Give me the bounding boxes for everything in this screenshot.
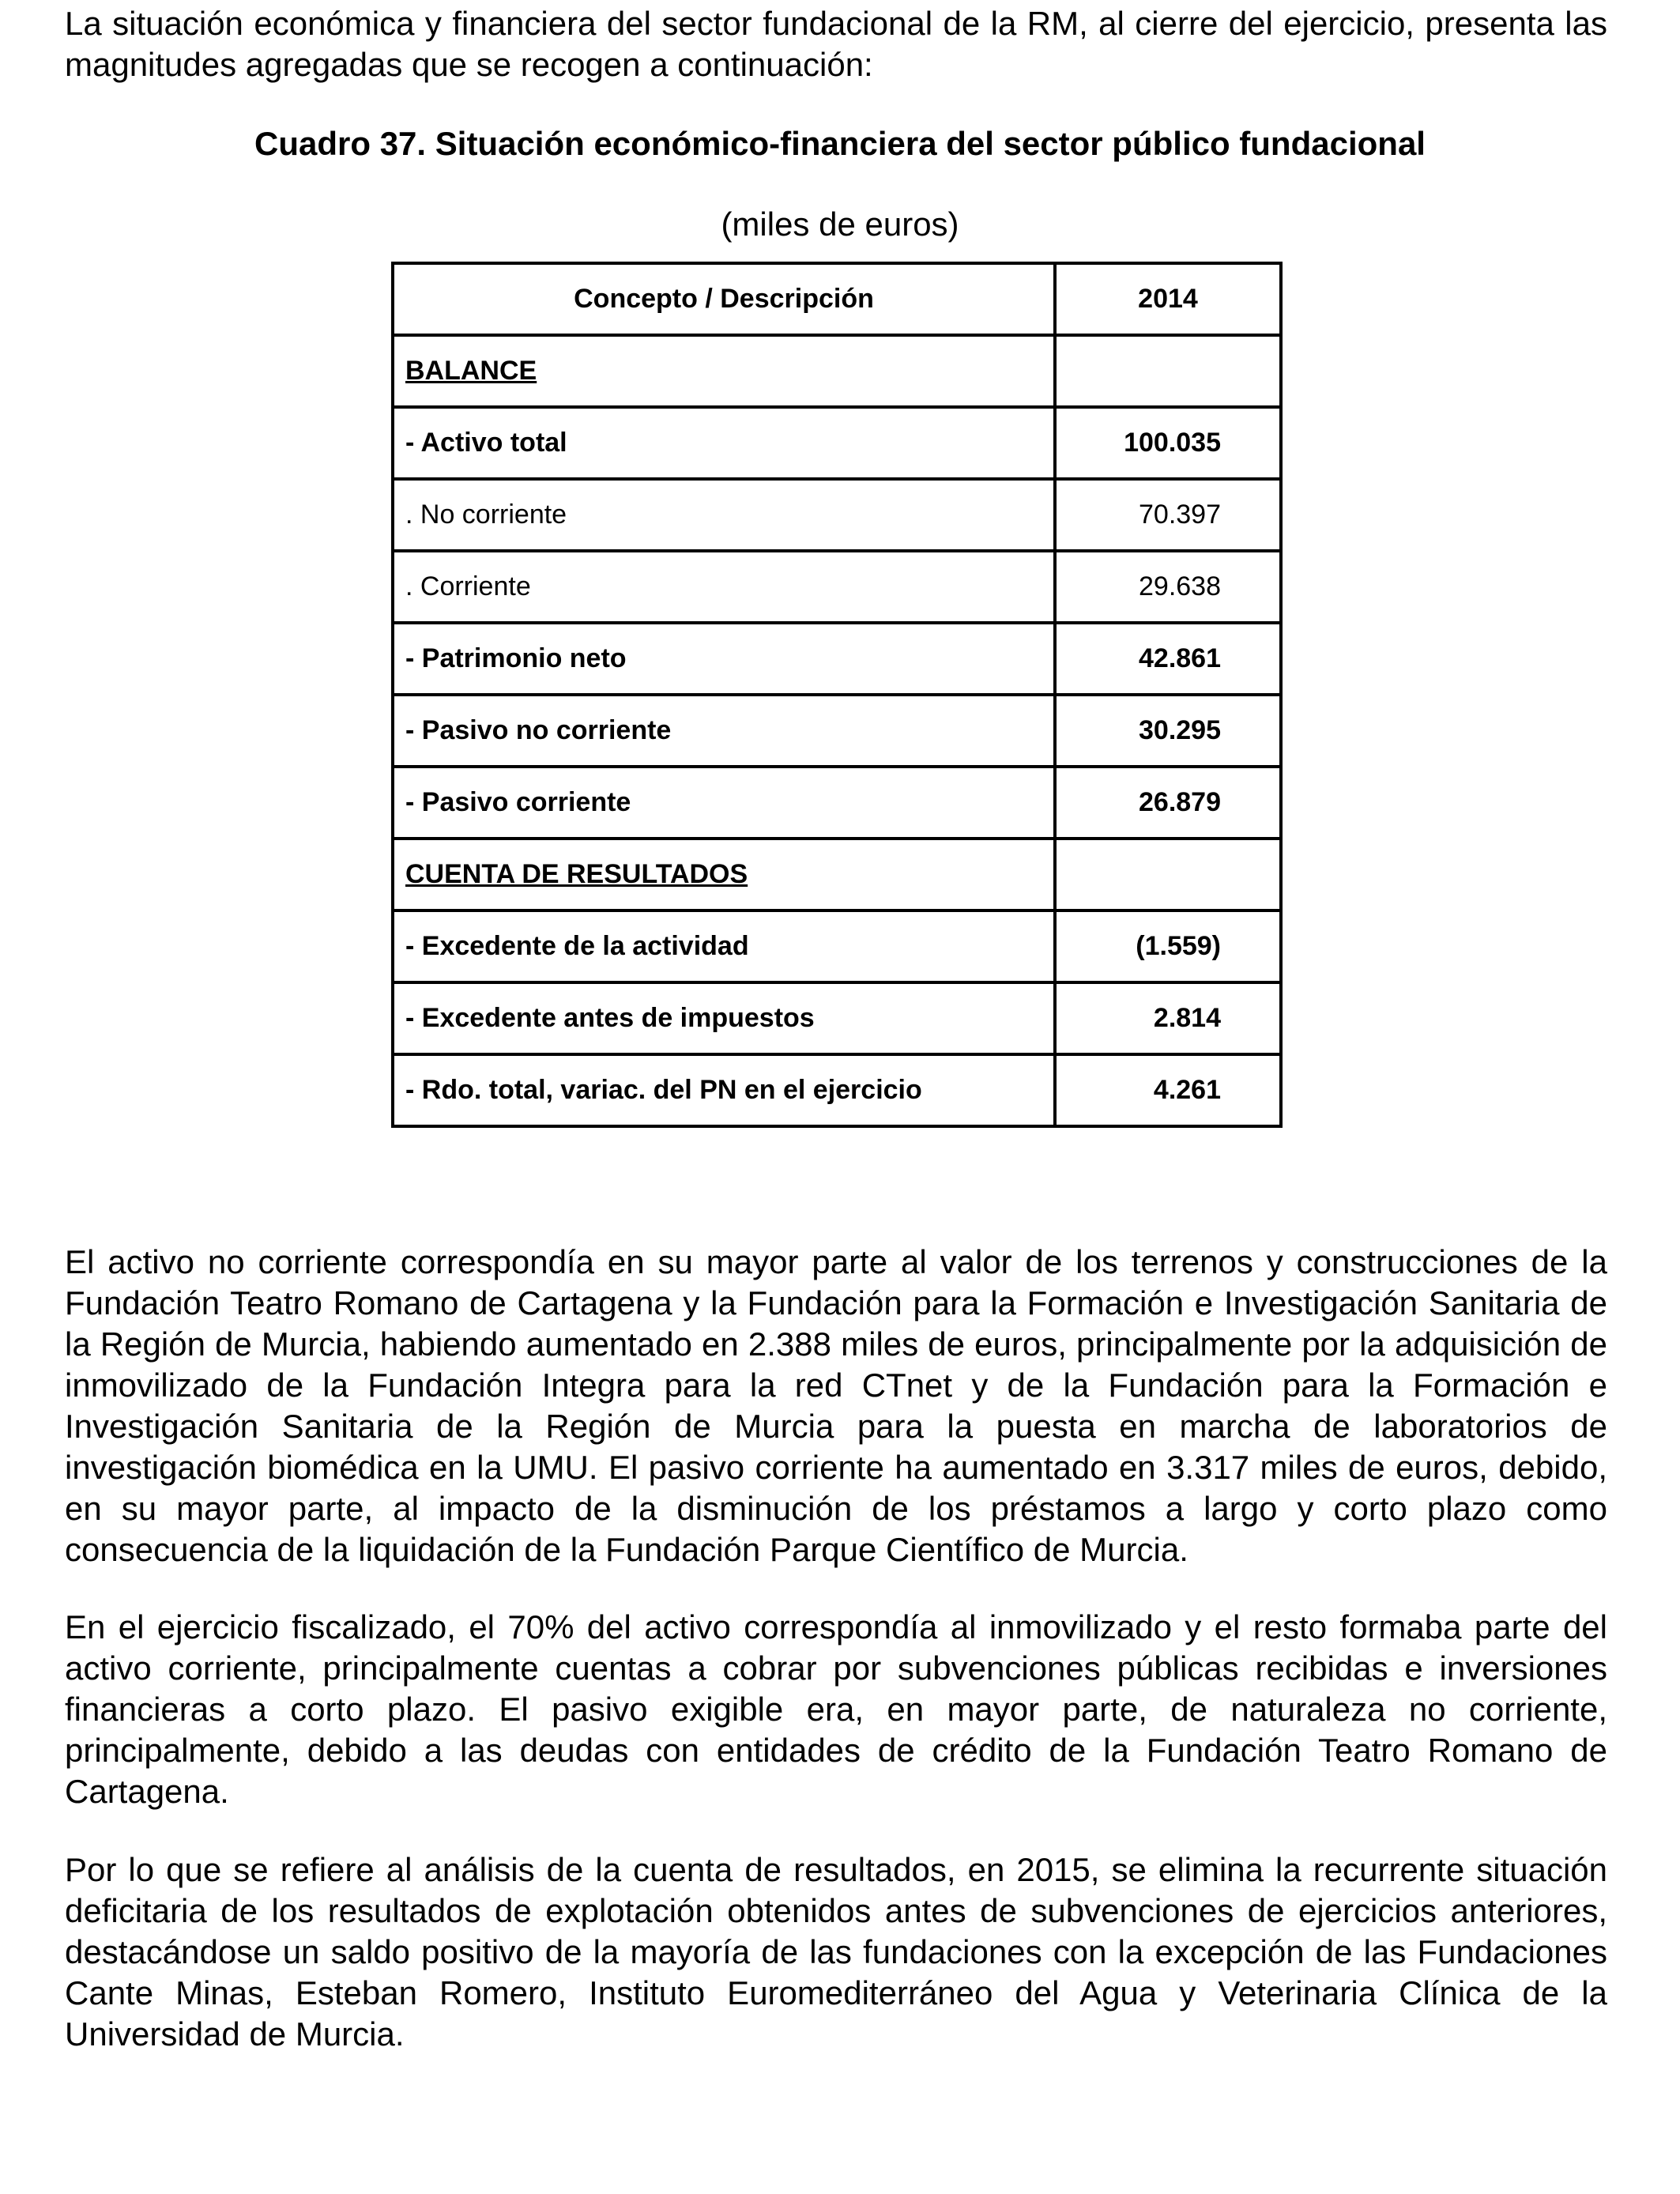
row-value: 29.638	[1055, 551, 1281, 623]
row-value: 70.397	[1055, 479, 1281, 551]
row-value: 26.879	[1055, 767, 1281, 839]
table-body	[393, 335, 1281, 1126]
table-row	[393, 551, 1281, 623]
row-label: - Activo total	[393, 407, 1055, 479]
table-row	[393, 767, 1281, 839]
row-label: . No corriente	[393, 479, 1055, 551]
row-value: 4.261	[1055, 1054, 1281, 1126]
row-label: - Excedente de la actividad	[393, 910, 1055, 982]
table-row	[393, 1054, 1281, 1126]
row-label: - Pasivo corriente	[393, 767, 1055, 839]
row-label: . Corriente	[393, 551, 1055, 623]
row-value: 30.295	[1055, 695, 1281, 767]
table-row	[393, 982, 1281, 1054]
row-value: 42.861	[1055, 623, 1281, 695]
financial-table	[391, 262, 1283, 1128]
table-title: Cuadro 37. Situación económico-financiera del sector público fundacional	[254, 125, 1426, 162]
row-label: - Rdo. total, variac. del PN en el ejercicio	[393, 1054, 1055, 1126]
row-value	[1055, 335, 1281, 407]
row-value: 100.035	[1055, 407, 1281, 479]
row-value: (1.559)	[1055, 910, 1281, 982]
table-row	[393, 407, 1281, 479]
row-label: - Excedente antes de impuestos	[393, 982, 1055, 1054]
intro-paragraph: La situación económica y financiera del sector fundacional de la RM, al cierre del ejercicio, presenta las magnitudes agregadas que se recogen a continuación:	[65, 5, 1607, 83]
row-value	[1055, 839, 1281, 910]
table-row	[393, 910, 1281, 982]
table-row	[393, 695, 1281, 767]
row-label: - Pasivo no corriente	[393, 695, 1055, 767]
row-label: BALANCE	[393, 335, 1055, 407]
paragraph-ejercicio: En el ejercicio fiscalizado, el 70% del activo correspondía al inmovilizado y el resto formaba parte del activo corriente, principalmente cuentas a cobrar por subvenciones públicas recibidas e inversiones financieras a corto plazo. El pasivo exigible era, en mayor parte, de naturaleza no corriente, principalmente, debido a las deudas con entidades de crédito de la Fundación Teatro Romano de Cartagena.	[65, 1608, 1607, 1810]
row-label: CUENTA DE RESULTADOS	[393, 839, 1055, 910]
table-row	[393, 479, 1281, 551]
paragraph-resultados: Por lo que se refiere al análisis de la cuenta de resultados, en 2015, se elimina la recurrente situación deficitaria de los resultados de explotación obtenidos antes de subvenciones de ejercicios anteriores, destacándose un saldo positivo de la mayoría de las fundaciones con la excepción de las Fundaciones Cante Minas, Esteban Romero, Instituto Euromediterráneo del Agua y Veterinaria Clínica de la Universidad de Murcia.	[65, 1851, 1607, 2053]
table-row	[393, 623, 1281, 695]
paragraph-activo: El activo no corriente correspondía en su mayor parte al valor de los terrenos y construcciones de la Fundación Teatro Romano de Cartagena y la Fundación para la Formación e Investigación Sanitaria de la Región de Murcia, habiendo aumentado en 2.388 miles de euros, principalmente por la adquisición de inmovilizado de la Fundación Integra para la red CTnet y de la Fundación para la Formación e Investigación Sanitaria de la Región de Murcia para la puesta en marcha de laboratorios de investigación biomédica en la UMU. El pasivo corriente ha aumentado en 3.317 miles de euros, debido, en su mayor parte, al impacto de la disminución de los préstamos a largo y corto plazo como consecuencia de la liquidación de la Fundación Parque Científico de Murcia.	[65, 1243, 1607, 1568]
table-row	[393, 335, 1281, 407]
table-header-row	[393, 263, 1281, 335]
header-year: 2014	[1055, 263, 1281, 335]
row-value: 2.814	[1055, 982, 1281, 1054]
table-unit: (miles de euros)	[721, 205, 959, 243]
header-concept: Concepto / Descripción	[393, 263, 1055, 335]
table-row	[393, 839, 1281, 910]
row-label: - Patrimonio neto	[393, 623, 1055, 695]
